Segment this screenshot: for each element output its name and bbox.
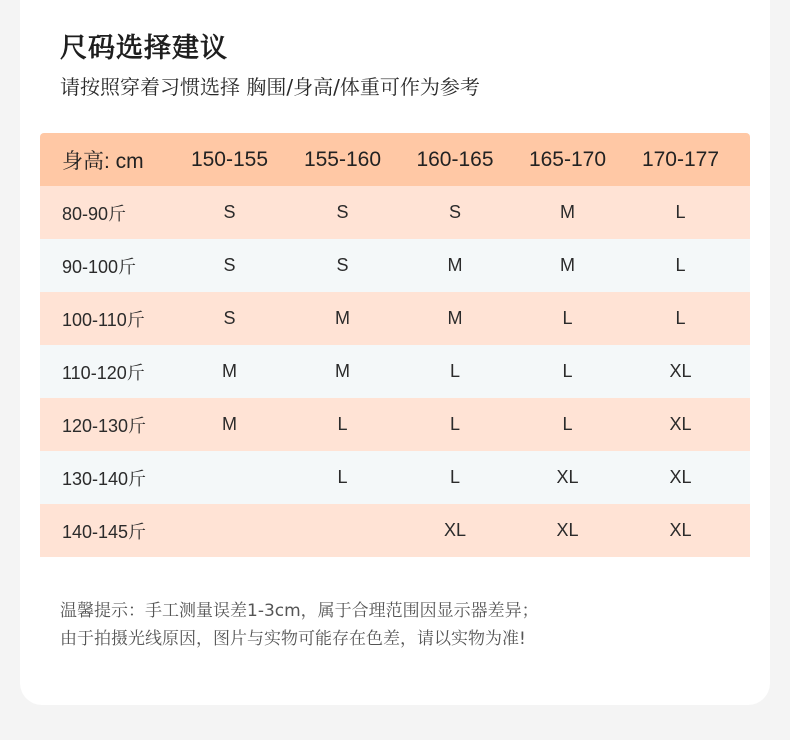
- size-cell: M: [222, 361, 237, 381]
- table-row: [40, 345, 750, 398]
- size-cell: L: [562, 414, 573, 434]
- size-cell: L: [449, 414, 460, 434]
- weight-range-cell: 130-140斤: [62, 468, 147, 489]
- column-header: 165-170: [528, 147, 607, 171]
- size-cell: L: [562, 361, 573, 381]
- size-cell: XL: [443, 520, 467, 540]
- size-cell: XL: [669, 414, 692, 434]
- table-header-row: [40, 133, 750, 186]
- table-row: [40, 239, 750, 292]
- size-cell: S: [336, 255, 349, 275]
- size-cell: M: [560, 202, 575, 222]
- table-row: [40, 186, 750, 239]
- column-header: 155-160: [303, 147, 382, 171]
- size-cell: L: [449, 361, 460, 381]
- size-cell: L: [337, 414, 348, 434]
- table-row: [40, 398, 750, 451]
- weight-range-cell: 80-90斤: [62, 203, 127, 224]
- size-cell: L: [675, 308, 686, 328]
- table-row: [40, 292, 750, 345]
- size-cell: XL: [556, 467, 579, 487]
- size-cell: L: [675, 202, 686, 222]
- size-cell: M: [560, 255, 575, 275]
- page-subtitle: 请按照穿着习惯选择 胸围/身高/体重可作为参考: [60, 75, 480, 99]
- size-cell: M: [447, 255, 463, 275]
- size-cell: S: [336, 202, 349, 222]
- size-cell: XL: [669, 467, 692, 487]
- size-cell: S: [223, 202, 236, 222]
- weight-range-cell: 120-130斤: [62, 415, 147, 436]
- weight-range-cell: 110-120斤: [62, 362, 145, 383]
- note-line-2: 由于拍摄光线原因，图片与实物可能存在色差，请以实物为准!: [60, 629, 526, 649]
- weight-range-cell: 100-110斤: [62, 309, 145, 330]
- size-cell: S: [223, 308, 236, 328]
- size-cell: S: [448, 202, 461, 222]
- column-header: 160-165: [416, 147, 494, 171]
- weight-range-cell: 90-100斤: [62, 256, 137, 277]
- table-row: [40, 504, 750, 557]
- column-header: 150-155: [190, 147, 269, 171]
- size-cell: L: [337, 467, 348, 487]
- size-cell: M: [335, 361, 350, 381]
- size-table: [40, 133, 750, 557]
- page-title: 尺码选择建议: [60, 33, 228, 64]
- weight-range-cell: 140-145斤: [62, 521, 147, 542]
- size-cell: M: [447, 308, 463, 328]
- size-cell: XL: [556, 520, 579, 540]
- size-cell: XL: [669, 361, 692, 381]
- table-row: [40, 451, 750, 504]
- note-line-1: 温馨提示：手工测量误差1-3cm，属于合理范围因显示器差异；: [60, 601, 539, 621]
- size-cell: L: [449, 467, 460, 487]
- size-cell: S: [223, 255, 236, 275]
- column-header: 170-177: [641, 147, 720, 171]
- size-cell: L: [562, 308, 573, 328]
- size-cell: L: [675, 255, 686, 275]
- size-cell: M: [335, 308, 350, 328]
- column-header: 身高: cm: [62, 149, 144, 173]
- size-cell: M: [222, 414, 237, 434]
- size-cell: XL: [669, 520, 692, 540]
